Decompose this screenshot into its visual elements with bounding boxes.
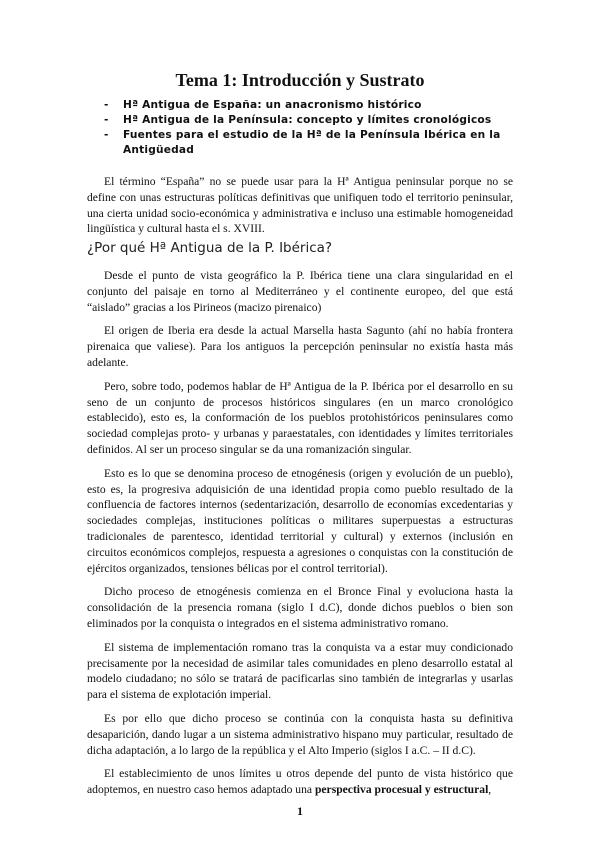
list-item	[104, 113, 514, 128]
paragraph-last	[87, 766, 513, 798]
page-title: Tema 1: Introducción y Sustrato	[175, 70, 425, 90]
list-item-text: Hª Antigua de España: un anacronismo histórico	[123, 99, 422, 111]
intro-paragraph: El término “España” no se puede usar para la Hª Antigua peninsular porque no se define con unas estructuras políticas definitivas que unifiquen todo el territorio peninsular, una cierta unidad socio-económica y administrativa e incluso una estimable homogeneidad lingüística y cultural hasta el s. XVIII.	[87, 175, 513, 236]
body-section	[87, 268, 513, 806]
emphasis-text: perspectiva procesual y estructural	[314, 783, 489, 797]
intro-section	[87, 174, 513, 245]
bullet-dash: -	[104, 129, 109, 141]
paragraph: Pero, sobre todo, podemos hablar de Hª Antigua de la P. Ibérica por el desarrollo en su seno de un conjunto de procesos históricos singulares (en un marco cronológico establecido), esto es, la conformación de los pueblos protohistóricos peninsulares como sociedad complejas proto- y urbanas y paraestatales, con identidades y límites territoriales definidos. Al ser un proceso singular se da una romanización singular.	[87, 379, 513, 456]
list-item	[104, 98, 514, 113]
paragraph: Desde el punto de vista geográfico la P. Ibérica tiene una clara singularidad en el conjunto del paisaje en torno al Mediterráneo y el continente europeo, del que está “aislado” gracias a los Pirineos (macizo pirenaico)	[87, 269, 513, 314]
paragraph: Es por ello que dicho proceso se continúa con la conquista hasta su definitiva desaparición, dando lugar a un sistema administrativo hispano muy particular, resultado de dicha adaptación, a lo largo de la república y el Alto Imperio (siglos I a.C. – II d.C).	[87, 711, 513, 757]
list-item	[104, 128, 514, 158]
paragraph: El sistema de implementación romano tras la conquista va a estar muy condicionado precisamente por la necesidad de asimilar tales comunidades en pleno desarrollo estatal al modelo ciudadano; no sólo se tratará de pacificarlas sino también de integrarlas y usarlas para el sistema de explotación imperial.	[87, 640, 513, 702]
paragraph: Esto es lo que se denomina proceso de etnogénesis (origen y evolución de un pueblo), esto es, la progresiva adquisición de una identidad propia como pueblo resultado de la confluencia de factores internos (sedentarización, desarrollo de economías excedentarias y sociedades complejas, instituciones políticas o militares superpuestas a estructuras tradicionales de parentesco, identidad territorial y cultural) y externos (inclusión en circuitos económicos complejos, respuesta a agresiones o conquistas con la constitución de ejércitos organizados, tensiones bélicas por el control territorial).	[87, 466, 513, 575]
paragraph: Dicho proceso de etnogénesis comienza en el Bronce Final y evoluciona hasta la consolidación de la presencia romana (siglo I d.C), donde dichos pueblos o bien son eliminados por la conquista o integrados en el sistema administrativo romano.	[87, 585, 513, 630]
bullet-dash: -	[104, 114, 109, 126]
page-number: 1	[297, 804, 303, 818]
bullet-dash: -	[104, 99, 109, 111]
paragraph: El origen de Iberia era desde la actual Marsella hasta Saguntо (ahí no había frontera pirenaica que valiese). Para los antiguos la percepción peninsular no existía hasta más adelante.	[87, 324, 513, 369]
paragraph-tail: ,	[488, 783, 492, 797]
paragraph-text: El establecimiento de unos límites u otros depende del punto de vista histórico que adoptemos, en nuestro caso hemos adaptado una	[87, 767, 513, 797]
section-heading: ¿Por qué Hª Antigua de la P. Ibérica?	[87, 240, 333, 256]
topic-list	[104, 98, 514, 158]
list-item-text: Fuentes para el estudio de la Hª de la Península Ibérica en la Antigüedad	[123, 129, 501, 156]
list-item-text: Hª Antigua de la Península: concepto y límites cronológicos	[123, 114, 492, 126]
